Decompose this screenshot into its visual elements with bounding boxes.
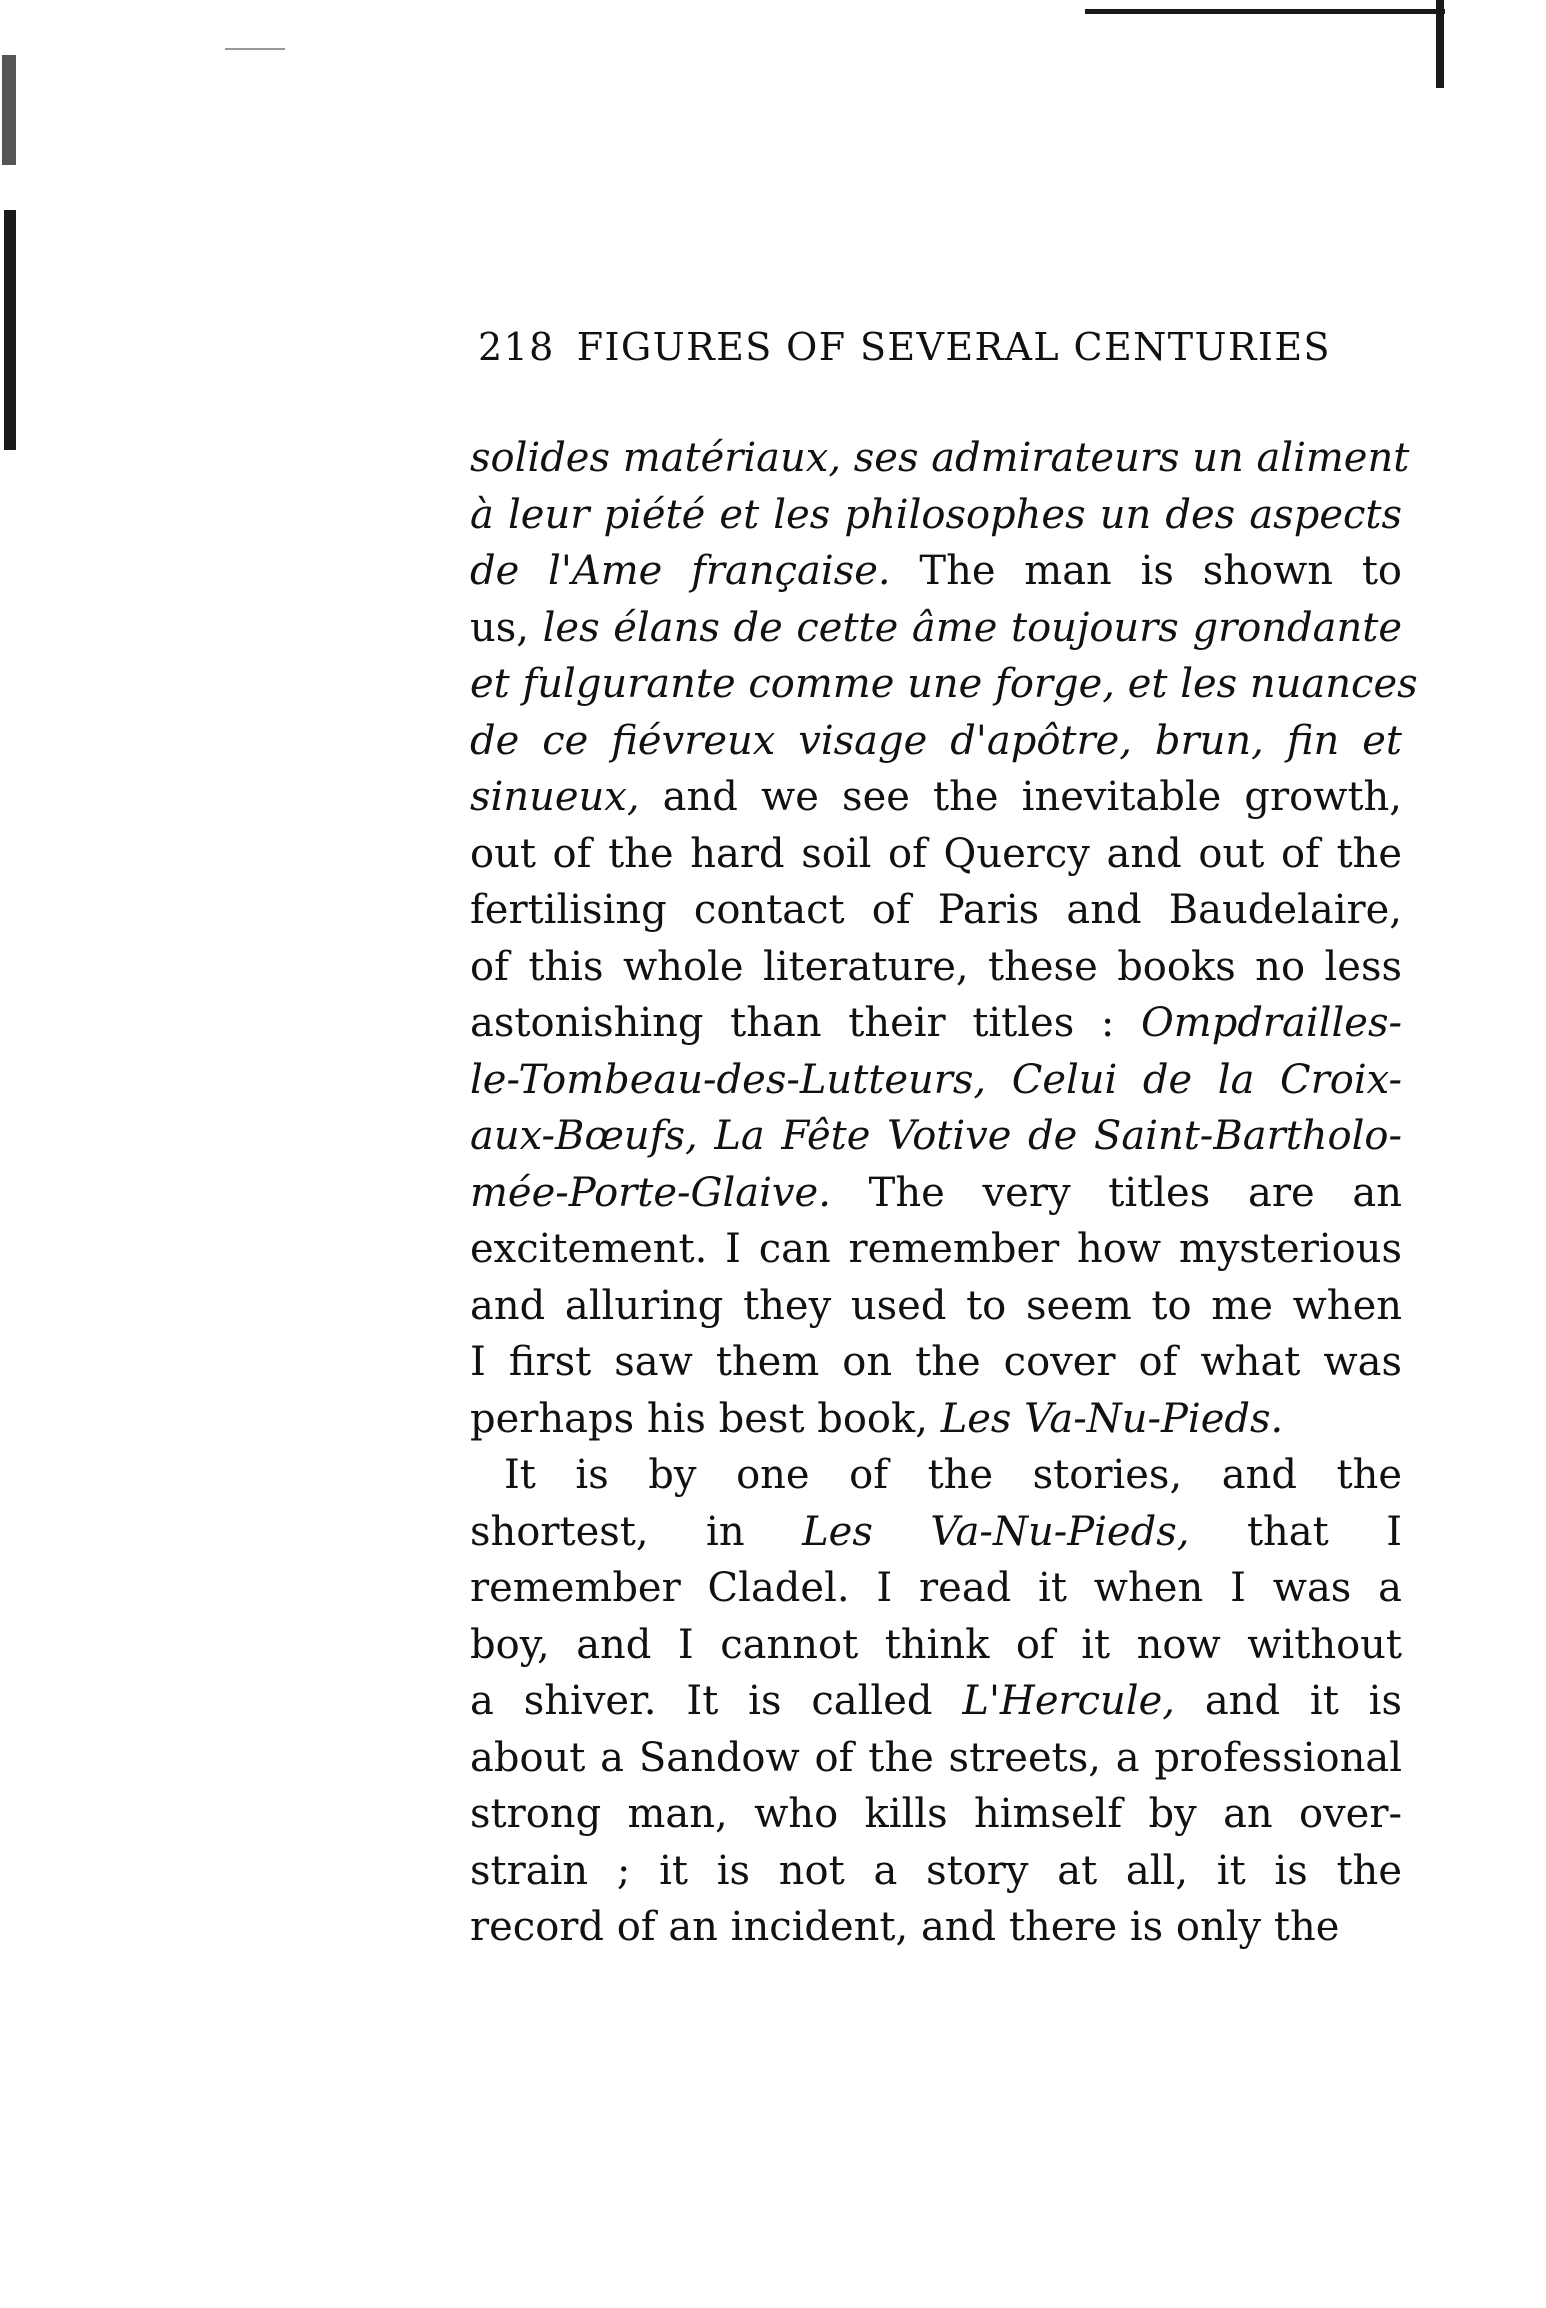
text-run: and alluring they used to seem to me when bbox=[470, 1282, 1402, 1329]
text-run: boy, and I cannot think of it now without bbox=[470, 1621, 1402, 1668]
scan-left-mark bbox=[2, 55, 16, 165]
text-run: out of the hard soil of Quercy and out of the bbox=[470, 830, 1402, 877]
text-line bbox=[470, 1334, 1402, 1391]
italic-run: à leur piété et les philosophes un des aspects bbox=[470, 491, 1402, 538]
italic-run: de ce fiévreux visage d'apôtre, brun, fin et bbox=[470, 717, 1402, 764]
text-run: remember Cladel. I read it when I was a bbox=[470, 1565, 1402, 1611]
scan-dust bbox=[225, 48, 285, 50]
text-line bbox=[470, 1843, 1402, 1900]
text-line bbox=[470, 1730, 1402, 1787]
italic-run: sinueux, bbox=[470, 774, 640, 820]
scan-top-hook bbox=[1436, 0, 1444, 88]
text-line bbox=[470, 656, 1418, 713]
text-line bbox=[470, 939, 1402, 996]
text-run: a shiver. It is called bbox=[470, 1678, 963, 1724]
text-line bbox=[470, 1391, 1402, 1448]
italic-run: aux-Bœufs, La Fête Votive de Saint-Bartholo- bbox=[470, 1113, 1402, 1159]
italic-run: Les Va-Nu-Pieds. bbox=[940, 1395, 1284, 1442]
body-text bbox=[470, 430, 1418, 1956]
text-line bbox=[470, 769, 1402, 826]
text-run: of this whole literature, these books no less bbox=[470, 943, 1402, 990]
text-run: The very titles are an bbox=[830, 1169, 1402, 1216]
italic-run: et fulgurante comme une forge, et les nuances bbox=[470, 661, 1418, 707]
text-line bbox=[470, 1560, 1402, 1617]
text-line bbox=[470, 995, 1402, 1052]
text-line bbox=[470, 1447, 1402, 1504]
text-line bbox=[470, 1617, 1402, 1674]
text-run: us, bbox=[470, 604, 543, 651]
italic-run: Les Va-Nu-Pieds, bbox=[802, 1508, 1190, 1555]
running-title: FIGURES OF SEVERAL CENTURIES bbox=[576, 325, 1331, 369]
text-run: It is by one of the stories, and the bbox=[504, 1452, 1402, 1498]
text-run: astonishing than their titles : bbox=[470, 1000, 1141, 1046]
scan-left-bar bbox=[4, 210, 16, 450]
text-line bbox=[470, 826, 1402, 883]
text-line bbox=[470, 1504, 1402, 1561]
text-run: I first saw them on the cover of what was bbox=[470, 1339, 1402, 1385]
text-line bbox=[470, 1786, 1402, 1843]
text-run: strain ; it is not a story at all, it is the bbox=[470, 1847, 1402, 1894]
italic-run: mée-Porte-Glaive. bbox=[470, 1169, 831, 1216]
text-line bbox=[470, 543, 1402, 600]
text-line bbox=[470, 1221, 1402, 1278]
italic-run: de l'Ame française. bbox=[470, 548, 891, 594]
text-line bbox=[470, 1278, 1402, 1335]
text-line bbox=[470, 1899, 1402, 1956]
text-line bbox=[470, 882, 1402, 939]
text-line bbox=[470, 487, 1402, 544]
running-head bbox=[478, 325, 1408, 369]
text-run: perhaps his best book, bbox=[470, 1395, 941, 1442]
text-run: that I bbox=[1189, 1508, 1402, 1555]
scan-top-rule bbox=[1085, 9, 1445, 14]
text-line bbox=[470, 1165, 1402, 1222]
text-line bbox=[470, 600, 1402, 657]
page-number: 218 bbox=[478, 325, 555, 369]
text-line bbox=[470, 1108, 1402, 1165]
text-line bbox=[470, 1052, 1402, 1109]
italic-run: solides matériaux, ses admirateurs un aliment bbox=[470, 435, 1410, 481]
text-line bbox=[470, 713, 1402, 770]
text-run: fertilising contact of Paris and Baudelaire, bbox=[470, 887, 1402, 933]
italic-run: les élans de cette âme toujours grondante bbox=[542, 604, 1402, 651]
text-run: and we see the inevitable growth, bbox=[639, 774, 1402, 820]
text-run: The man is shown to bbox=[890, 548, 1402, 594]
text-run: strong man, who kills himself by an over- bbox=[470, 1791, 1402, 1837]
text-line bbox=[470, 1673, 1402, 1730]
text-run: excitement. I can remember how mysterious bbox=[470, 1226, 1402, 1272]
text-run: record of an incident, and there is only the bbox=[470, 1904, 1340, 1950]
italic-run: le-Tombeau-des-Lutteurs, Celui de la Croix- bbox=[470, 1056, 1402, 1103]
text-line bbox=[470, 430, 1410, 487]
italic-run: Ompdrailles- bbox=[1141, 1000, 1402, 1046]
italic-run: L'Hercule, bbox=[962, 1678, 1175, 1724]
text-run: and it is bbox=[1174, 1678, 1403, 1724]
text-run: about a Sandow of the streets, a professional bbox=[470, 1734, 1402, 1781]
text-run: shortest, in bbox=[470, 1508, 803, 1555]
